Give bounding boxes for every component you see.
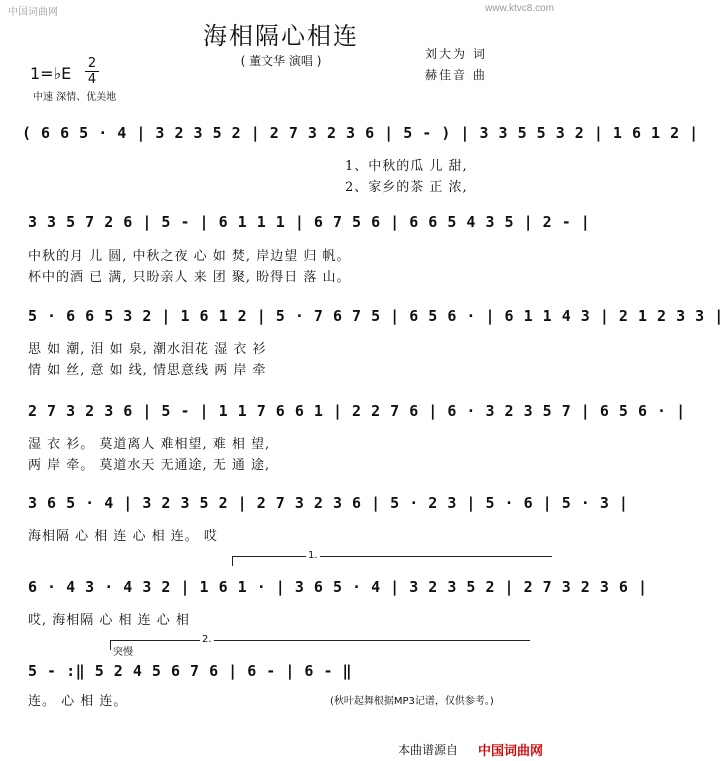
lyrics-row-2-verse-1: 中秋的月 儿 圆, 中秋之夜 心 如 焚, 岸边望 归 帆。 <box>28 249 351 264</box>
footer-site-link[interactable]: 中国词曲网 <box>478 744 544 759</box>
time-signature <box>85 57 99 86</box>
lyricist-credit: 刘大为 词 <box>425 47 487 61</box>
meter-bottom: 4 <box>87 72 97 87</box>
meter-top: 2 <box>87 56 97 71</box>
singer-credit: ( 董文华 演唱 ) <box>240 54 322 68</box>
notation-row-6: 6 · 4 3 · 4 3 2 | 1 6 1 · | 3 6 5 · 4 | 3 2 3 5 2 | 2 7 3 2 3 6 | <box>28 578 648 596</box>
notation-row-7: 5 - :‖ 5 2 4 5 6 7 6 | 6 - | 6 - ‖ <box>28 662 353 680</box>
song-title: 海相隔心相连 <box>203 22 359 50</box>
lyrics-row-4-verse-1: 湿 衣 衫。 莫道离人 难相望, 难 相 望, <box>28 437 271 452</box>
volta-1-bracket <box>232 556 552 557</box>
lyrics-row-3-verse-1: 思 如 潮, 泪 如 泉, 潮水泪花 湿 衣 衫 <box>28 342 267 357</box>
lyrics-row-2-verse-2: 杯中的酒 已 满, 只盼亲人 来 团 聚, 盼得日 落 山。 <box>28 270 351 285</box>
notation-row-5: 3 6 5 · 4 | 3 2 3 5 2 | 2 7 3 2 3 6 | 5 · 2 3 | 5 · 6 | 5 · 3 | <box>28 494 629 512</box>
notation-row-2: 3 3 5 7 2 6 | 5 - | 6 1 1 1 | 6 7 5 6 | 6 6 5 4 3 5 | 2 - | <box>28 213 591 231</box>
lyrics-row-1-verse-2: 2、家乡的茶 正 浓, <box>345 180 468 195</box>
key-signature: 1=♭E <box>30 64 72 83</box>
notation-row-3: 5 · 6 6 5 3 2 | 1 6 1 2 | 5 · 7 6 7 5 | 6 5 6 · | 6 1 1 4 3 | 2 1 2 3 3 | <box>28 307 724 325</box>
volta-2-label: 2. <box>202 634 212 645</box>
notation-row-1: ( 6 6 5 · 4 | 3 2 3 5 2 | 2 7 3 2 3 6 | 5 - ) | 3 3 5 5 3 2 | 1 6 1 2 | <box>22 124 699 142</box>
footer-source: 本曲谱源自 <box>398 743 459 757</box>
lyrics-row-3-verse-2: 情 如 丝, 意 如 线, 情思意线 两 岸 牵 <box>28 363 267 378</box>
lyrics-row-5: 海相隔 心 相 连 心 相 连。 哎 <box>28 529 218 544</box>
notation-row-4: 2 7 3 2 3 6 | 5 - | 1 1 7 6 6 1 | 2 2 7 6 | 6 · 3 2 3 5 7 | 6 5 6 · | <box>28 402 686 420</box>
volta-1-bracket-hook <box>232 556 233 566</box>
lyrics-row-1-verse-1: 1、中秋的瓜 儿 甜, <box>345 159 468 174</box>
composer-credit: 赫佳音 曲 <box>425 68 487 82</box>
transcription-note: (秋叶起舞根据MP3记谱，仅供参考。) <box>330 696 494 707</box>
lyrics-row-4-verse-2: 两 岸 牵。 莫道水天 无通途, 无 通 途, <box>28 458 271 473</box>
tempo-marking: 中速 深情、优美地 <box>33 92 117 103</box>
lyrics-row-7: 连。 心 相 连。 <box>28 694 128 709</box>
watermark-left: 中国词曲网 <box>8 7 58 18</box>
rit-marking: 突慢 <box>113 647 133 658</box>
volta-2-bracket <box>110 640 530 641</box>
lyrics-row-6: 哎, 海相隔 心 相 连 心 相 <box>28 613 190 628</box>
volta-2-bracket-hook <box>110 640 111 650</box>
watermark-right: www.ktvc8.com <box>485 3 554 14</box>
volta-1-label: 1. <box>308 550 318 561</box>
